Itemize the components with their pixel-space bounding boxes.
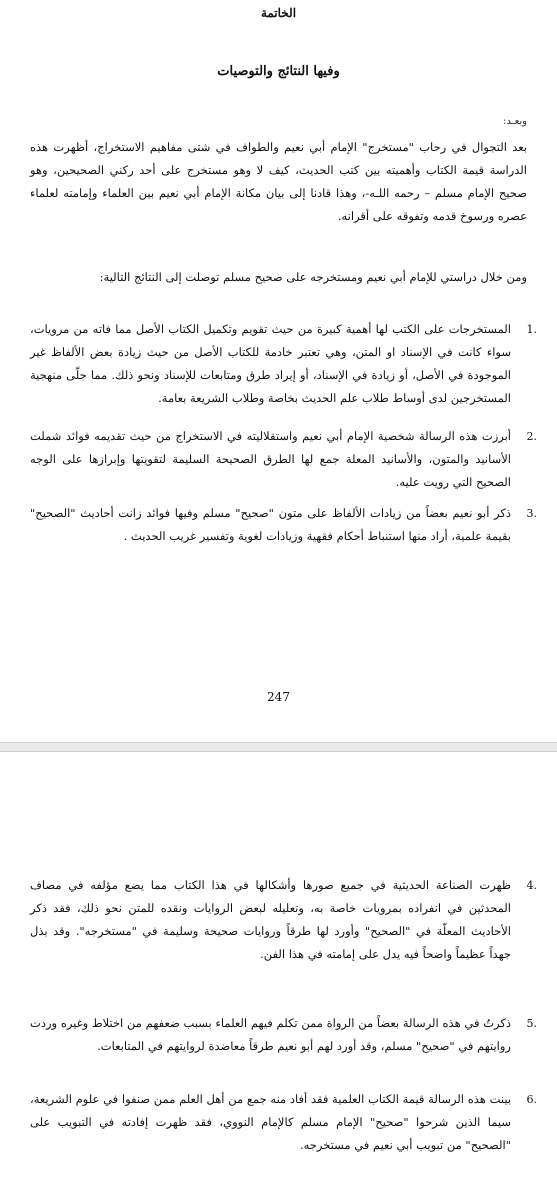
result-number: 4. bbox=[526, 879, 537, 892]
result-text: ظهرت الصناعة الحديثية في جميع صورها وأشكالها في هذا الكتاب مما يضع مؤلفه في مصاف المحدثين في انفراده بمرويات خاصة به، وتعليله لبعض الروايات ونقده للمتن نحو ذلك، فقد ذكر الأحاديث المعلّة في "الصحيح" وأورد لها طرقاً وروايات صحيحة وسليمة في "مستخرجه". وقد بذل جهداً عظيماً واضحاً فيه يدل على إمامته في هذا الفن. bbox=[30, 878, 511, 961]
page-number: 247 bbox=[267, 690, 290, 704]
result-item-3 bbox=[30, 502, 537, 548]
result-item-1 bbox=[30, 318, 537, 410]
result-item-2 bbox=[30, 425, 537, 494]
document-page-next bbox=[0, 752, 557, 1200]
section-title: الخاتمة bbox=[260, 6, 297, 20]
result-item-6 bbox=[30, 1088, 537, 1157]
result-item-4 bbox=[30, 874, 537, 966]
result-number: 6. bbox=[526, 1093, 537, 1106]
result-number: 3. bbox=[526, 507, 537, 520]
result-text: بينت هذه الرسالة قيمة الكتاب العلمية فقد أفاد منه جمع من أهل العلم ممن صنفوا في علوم الشريعة، سيما الذين شرحوا "صحيح" الإمام مسلم كالإمام النووي، فقد ظهرت إفادته في التبويب على "الصحيح" من تبويب أبي نعيم في مستخرجه. bbox=[30, 1092, 511, 1152]
page-separator bbox=[0, 742, 557, 752]
result-number: 5. bbox=[526, 1017, 537, 1030]
result-number: 1. bbox=[526, 323, 537, 336]
main-title: وفيها النتائج والتوصيات bbox=[217, 64, 340, 79]
result-text: ذكر أبو نعيم بعضاً من زيادات الألفاظ على متون "صحيح" مسلم وفيها فوائد زانت أحاديث "الصحيح" بقيمة علمية، أراد منها استنباط أحكام فقهية وزيادات لغوية وتفسير غريب الحديث . bbox=[30, 506, 511, 543]
result-number: 2. bbox=[526, 430, 537, 443]
result-item-5 bbox=[30, 1012, 537, 1058]
result-text: المستخرجات على الكتب لها أهمية كبيرة من حيث تقويم وتكميل الكتاب الأصل مما فاته من مرويات، سواء كانت في الإسناد او المتن، وهي تعتبر خادمة للكتاب الأصل من حيث زيادة بعض الألفاظ غير الموجودة في الأصل، أو زيادة في الإسناد، أو إيراد طرق ومتابعات للإسناد ونحو ذلك. مما جلّى منهجية المستخرجين لدى أوساط طلاب علم الحديث بخاصة وطلاب الشريعة بعامة. bbox=[30, 322, 511, 405]
intro-paragraph: بعد التجوال في رحاب "مستخرج" الإمام أبي نعيم والطواف في شتى مفاهيم الاستخراج، أظهرت هذه الدراسة قيمة الكتاب وأهميته بين كتب الحديث، كيف لا وهو مستخرج على أحد ركني الصحيحين، وهو صحيح الإمام مسلم – رحمه اللـه-، وهذا قادنا إلى بيان مكانة الإمام أبي نعيم بين العلماء وإمامته لعلماء عصره ورسوخ قدمه وتفوقه على أقرانه. bbox=[30, 140, 527, 223]
result-text: أبرزت هذه الرسالة شخصية الإمام أبي نعيم واستقلاليته في الاستخراج من حيث تقديمه فوائد شملت الأسانيد والمتون، والأسانيد المعلة جمع لها الطرق الصحيحة السليمة لتقويتها وإبرازها على الوجه الصحيح التي رويت عليه. bbox=[30, 429, 511, 489]
results-intro-paragraph: ومن خلال دراستي للإمام أبي نعيم ومستخرجه على صحيح مسلم توصلت إلى النتائج التالية: bbox=[99, 270, 527, 284]
lead-word: وبعـد: bbox=[503, 116, 527, 127]
result-text: ذكرتُ في هذه الرسالة بعضاً من الرواة ممن تكلم فيهم العلماء بسبب ضعفهم من اختلاط وغيره وردت روايتهم في "صحيح" مسلم، وقد أورد لهم أبو نعيم طرقاً معاضدة لروايتهم في المتابعات. bbox=[30, 1016, 511, 1053]
